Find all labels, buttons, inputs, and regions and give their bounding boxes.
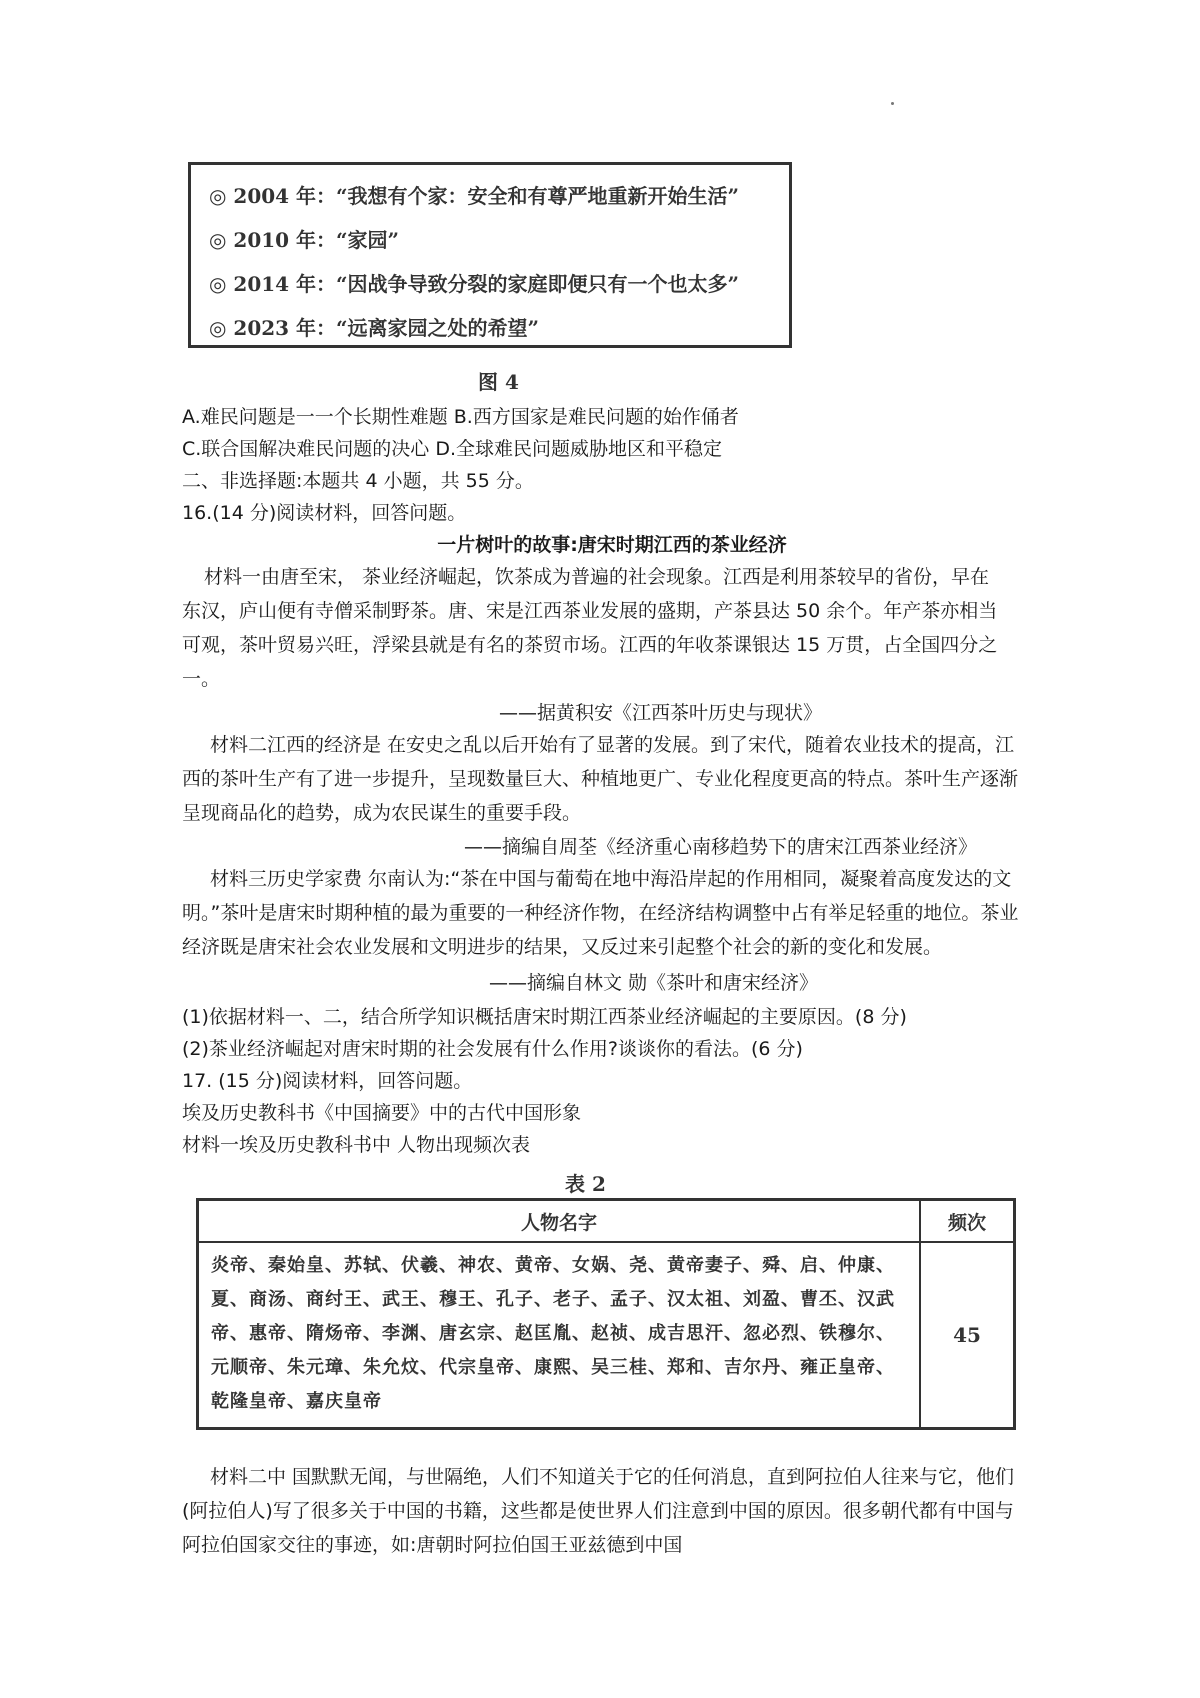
- q17-stem: 17. (15 分)阅读材料，回答问题。: [182, 1070, 473, 1092]
- q16-source-3: ——摘编自林文 勋《茶叶和唐宋经济》: [488, 972, 818, 994]
- q16-subquestion-1: (1)依据材料一、二，结合所学知识概括唐宋时期江西茶业经济崛起的主要原因。(8 分): [182, 1006, 907, 1028]
- table-header-row: [198, 1200, 1015, 1243]
- table-2-caption: 表 2: [565, 1172, 606, 1196]
- figure-4-box: [188, 162, 792, 348]
- q17-title: 埃及历史教科书《中国摘要》中的古代中国形象: [182, 1102, 582, 1124]
- person-frequency-table: [196, 1198, 1016, 1430]
- table-row: [198, 1242, 1015, 1429]
- figure-4-caption: 图 4: [478, 370, 519, 394]
- figure-4-line: ◎ 2004 年：“我想有个家：安全和有尊严地重新开始生活”: [209, 184, 740, 208]
- q16-source-1: ——据黄积安《江西茶叶历史与现状》: [498, 702, 822, 724]
- q16-material-1: 材料一由唐至宋， 茶业经济崛起，饮茶成为普遍的社会现象。江西是利用茶较早的省份，早在东汉，庐山便有寺僧采制野茶。唐、宋是江西茶业发展的盛期，产茶县达 50 余个。年产茶亦相当可观，茶叶贸易兴旺，浮梁县就是有名的茶贸市场。江西的年收茶课银达 15 万贯，占全国四分之一。: [182, 566, 998, 690]
- q16-subquestion-2: (2)茶业经济崛起对唐宋时期的社会发展有什么作用?谈谈你的看法。(6 分): [182, 1038, 803, 1060]
- scan-speck: [891, 102, 894, 105]
- figure-4-line: ◎ 2014 年：“因战争导致分裂的家庭即便只有一个也太多”: [209, 272, 740, 296]
- cell-person-names: 炎帝、秦始皇、苏轼、伏羲、神农、黄帝、女娲、尧、黄帝妻子、舜、启、仲康、夏、商汤、商纣王、武王、穆王、孔子、老子、孟子、汉太祖、刘盈、曹丕、汉武帝、惠帝、隋炀帝、李渊、唐玄宗、赵匡胤、赵祯、成吉思汗、忽必烈、铁穆尔、元顺帝、朱元璋、朱允炆、代宗皇帝、康熙、吴三桂、郑和、吉尔丹、雍正皇帝、乾隆皇帝、嘉庆皇帝: [198, 1242, 921, 1429]
- header-frequency: 频次: [920, 1200, 1015, 1243]
- q16-stem: 16.(14 分)阅读材料，回答问题。: [182, 502, 467, 524]
- q17-material-2: 材料二中 国默默无闻，与世隔绝，人们不知道关于它的任何消息，直到阿拉伯人往来与它，他们(阿拉伯人)写了很多关于中国的书籍，这些都是使世界人们注意到中国的原因。很多朝代都有中国与阿拉伯国家交往的事迹，如:唐朝时阿拉伯国王亚兹德到中国: [182, 1466, 1015, 1556]
- section-2-header: 二、非选择题:本题共 4 小题，共 55 分。: [182, 470, 534, 492]
- q16-title: 一片树叶的故事:唐宋时期江西的茶业经济: [437, 534, 787, 556]
- header-person-names: 人物名字: [198, 1200, 921, 1243]
- q15-options-line-1: A.难民问题是一一个长期性难题 B.西方国家是难民问题的始作俑者: [182, 406, 739, 428]
- cell-frequency: 45: [920, 1242, 1015, 1429]
- q15-options-line-2: C.联合国解决难民问题的决心 D.全球难民问题威胁地区和平稳定: [182, 438, 723, 460]
- figure-4-line: ◎ 2023 年：“远离家园之处的希望”: [209, 316, 540, 340]
- figure-4-line: ◎ 2010 年：“家园”: [209, 228, 400, 252]
- q16-source-2: ——摘编自周荃《经济重心南移趋势下的唐宋江西茶业经济》: [463, 836, 977, 858]
- q16-material-2: 材料二江西的经济是 在安史之乱以后开始有了显著的发展。到了宋代，随着农业技术的提高，江西的茶叶生产有了进一步提升，呈现数量巨大、种植地更广、专业化程度更高的特点。茶叶生产逐渐呈现商品化的趋势，成为农民谋生的重要手段。: [182, 734, 1019, 824]
- q17-material-1-intro: 材料一埃及历史教科书中 人物出现频次表: [182, 1134, 531, 1156]
- q16-material-3: 材料三历史学家费 尔南认为:“茶在中国与葡萄在地中海沿岸起的作用相同，凝聚着高度发达的文明。”茶叶是唐宋时期种植的最为重要的一种经济作物，在经济结构调整中占有举足轻重的地位。茶业经济既是唐宋社会农业发展和文明进步的结果，又反过来引起整个社会的新的变化和发展。: [182, 868, 1019, 958]
